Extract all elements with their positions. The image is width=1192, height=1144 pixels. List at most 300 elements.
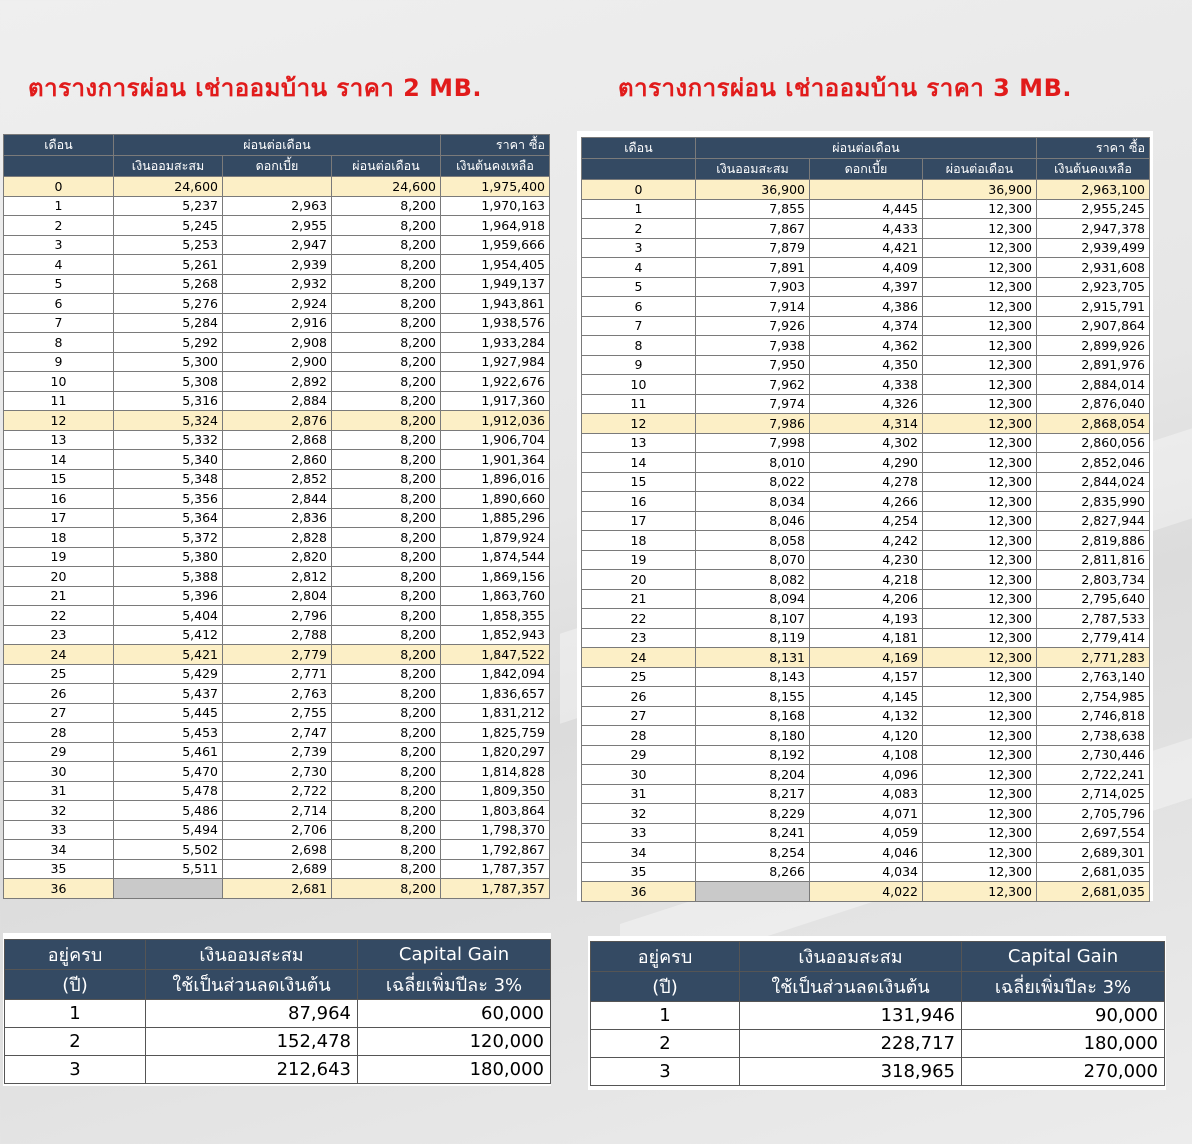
schedule-2mb-panel xyxy=(3,134,550,899)
table-row xyxy=(582,765,1150,785)
cell-remaining: 1,863,760 xyxy=(441,586,550,606)
cell-remaining: 2,754,985 xyxy=(1037,687,1150,707)
cell-interest: 4,350 xyxy=(810,355,923,375)
cell-payment: 8,200 xyxy=(332,606,441,626)
cell-interest: 4,169 xyxy=(810,648,923,668)
cell-month: 16 xyxy=(4,489,114,509)
cell-savings: 8,034 xyxy=(696,492,810,512)
cell-month: 29 xyxy=(582,745,696,765)
cell-payment: 12,300 xyxy=(923,238,1037,258)
table-row xyxy=(4,528,550,548)
cell-remaining: 2,876,040 xyxy=(1037,394,1150,414)
cell-remaining: 2,738,638 xyxy=(1037,726,1150,746)
summary-header-savings: เงินออมสะสม xyxy=(146,940,358,970)
table-row xyxy=(4,196,550,216)
cell-remaining: 1,852,943 xyxy=(441,625,550,645)
cell-payment: 12,300 xyxy=(923,609,1037,629)
cell-remaining: 1,912,036 xyxy=(441,411,550,431)
cell-savings: 5,316 xyxy=(114,391,223,411)
cell-remaining: 2,787,533 xyxy=(1037,609,1150,629)
cell-month: 12 xyxy=(582,414,696,434)
cell-payment: 12,300 xyxy=(923,511,1037,531)
cell-years: 1 xyxy=(5,1000,146,1028)
summary-2mb-body xyxy=(5,1000,551,1084)
cell-month: 6 xyxy=(582,297,696,317)
cell-month: 3 xyxy=(4,235,114,255)
cell-remaining: 1,959,666 xyxy=(441,235,550,255)
header-savings: เงินออมสะสม xyxy=(696,159,810,180)
cell-interest: 2,900 xyxy=(223,352,332,372)
cell-payment: 8,200 xyxy=(332,333,441,353)
table-row xyxy=(591,1002,1165,1030)
summary-header-gain: Capital Gain xyxy=(962,942,1165,972)
cell-month: 18 xyxy=(582,531,696,551)
table-row xyxy=(4,235,550,255)
cell-month: 30 xyxy=(582,765,696,785)
cell-payment: 8,200 xyxy=(332,528,441,548)
table-row xyxy=(4,313,550,333)
table-row xyxy=(582,375,1150,395)
cell-interest: 4,108 xyxy=(810,745,923,765)
cell-month: 12 xyxy=(4,411,114,431)
header-month: เดือน xyxy=(582,138,696,159)
summary-3mb-panel xyxy=(588,936,1166,1090)
cell-savings: 5,453 xyxy=(114,723,223,743)
cell-savings: 8,119 xyxy=(696,628,810,648)
cell-interest: 4,242 xyxy=(810,531,923,551)
cell-interest: 2,924 xyxy=(223,294,332,314)
table-row xyxy=(582,472,1150,492)
cell-month: 17 xyxy=(4,508,114,528)
cell-remaining: 2,852,046 xyxy=(1037,453,1150,473)
table-row xyxy=(582,180,1150,200)
table-row xyxy=(582,433,1150,453)
cell-remaining: 1,949,137 xyxy=(441,274,550,294)
cell-remaining: 2,884,014 xyxy=(1037,375,1150,395)
header-monthly-group: ผ่อนต่อเดือน xyxy=(696,138,1037,159)
cell-month: 32 xyxy=(582,804,696,824)
table-row xyxy=(582,550,1150,570)
table-row xyxy=(4,684,550,704)
cell-years: 2 xyxy=(591,1030,740,1058)
cell-interest: 4,034 xyxy=(810,862,923,882)
summary-header-gain-note: เฉลี่ยเพิ่มปีละ 3% xyxy=(962,972,1165,1002)
cell-month: 20 xyxy=(582,570,696,590)
cell-remaining: 2,819,886 xyxy=(1037,531,1150,551)
table-row xyxy=(5,1000,551,1028)
cell-savings-total: 228,717 xyxy=(740,1030,962,1058)
cell-payment: 12,300 xyxy=(923,219,1037,239)
cell-interest: 4,433 xyxy=(810,219,923,239)
cell-savings: 8,204 xyxy=(696,765,810,785)
cell-savings: 5,372 xyxy=(114,528,223,548)
cell-month: 19 xyxy=(4,547,114,567)
cell-payment: 12,300 xyxy=(923,745,1037,765)
cell-remaining: 2,714,025 xyxy=(1037,784,1150,804)
cell-payment: 12,300 xyxy=(923,492,1037,512)
cell-month: 36 xyxy=(582,882,696,902)
cell-savings: 5,461 xyxy=(114,742,223,762)
cell-savings: 8,217 xyxy=(696,784,810,804)
cell-month: 22 xyxy=(582,609,696,629)
table-row xyxy=(582,648,1150,668)
table-row xyxy=(582,745,1150,765)
table-row xyxy=(582,589,1150,609)
cell-remaining: 1,954,405 xyxy=(441,255,550,275)
table-row xyxy=(582,336,1150,356)
title-3mb: ตารางการผ่อน เช่าออมบ้าน ราคา 3 MB. xyxy=(618,74,1072,102)
cell-month: 13 xyxy=(4,430,114,450)
cell-month: 22 xyxy=(4,606,114,626)
cell-month: 33 xyxy=(582,823,696,843)
table-row xyxy=(4,547,550,567)
cell-remaining: 2,947,378 xyxy=(1037,219,1150,239)
cell-capital-gain: 180,000 xyxy=(358,1056,551,1084)
cell-interest: 2,947 xyxy=(223,235,332,255)
cell-payment: 8,200 xyxy=(332,723,441,743)
cell-interest: 2,771 xyxy=(223,664,332,684)
table-row xyxy=(5,1028,551,1056)
cell-savings: 8,082 xyxy=(696,570,810,590)
cell-savings: 5,494 xyxy=(114,820,223,840)
header-monthly-group: ผ่อนต่อเดือน xyxy=(114,135,441,156)
cell-savings: 7,950 xyxy=(696,355,810,375)
cell-remaining: 2,939,499 xyxy=(1037,238,1150,258)
table-row xyxy=(582,823,1150,843)
cell-month: 34 xyxy=(4,840,114,860)
cell-payment: 8,200 xyxy=(332,196,441,216)
cell-payment: 8,200 xyxy=(332,489,441,509)
cell-remaining: 1,825,759 xyxy=(441,723,550,743)
cell-remaining: 1,858,355 xyxy=(441,606,550,626)
cell-payment: 12,300 xyxy=(923,589,1037,609)
cell-savings: 8,010 xyxy=(696,453,810,473)
cell-month: 32 xyxy=(4,801,114,821)
cell-capital-gain: 120,000 xyxy=(358,1028,551,1056)
cell-month: 19 xyxy=(582,550,696,570)
cell-savings: 8,229 xyxy=(696,804,810,824)
cell-month: 7 xyxy=(582,316,696,336)
cell-interest: 2,804 xyxy=(223,586,332,606)
cell-month: 25 xyxy=(582,667,696,687)
cell-interest: 4,338 xyxy=(810,375,923,395)
cell-month: 34 xyxy=(582,843,696,863)
cell-savings: 8,022 xyxy=(696,472,810,492)
summary-3mb-body xyxy=(591,1002,1165,1086)
cell-remaining: 2,891,976 xyxy=(1037,355,1150,375)
cell-remaining: 2,915,791 xyxy=(1037,297,1150,317)
cell-interest xyxy=(223,177,332,197)
table-row xyxy=(4,255,550,275)
cell-savings: 5,404 xyxy=(114,606,223,626)
header-blank xyxy=(4,156,114,177)
cell-remaining: 2,689,301 xyxy=(1037,843,1150,863)
cell-interest: 2,836 xyxy=(223,508,332,528)
cell-payment: 8,200 xyxy=(332,274,441,294)
cell-savings-total: 152,478 xyxy=(146,1028,358,1056)
schedule-3mb-body xyxy=(582,180,1150,902)
table-row xyxy=(4,742,550,762)
cell-payment: 12,300 xyxy=(923,862,1037,882)
cell-month: 33 xyxy=(4,820,114,840)
cell-capital-gain: 60,000 xyxy=(358,1000,551,1028)
cell-remaining: 1,792,867 xyxy=(441,840,550,860)
cell-interest: 2,908 xyxy=(223,333,332,353)
cell-remaining: 1,964,918 xyxy=(441,216,550,236)
table-row xyxy=(582,453,1150,473)
cell-savings: 5,445 xyxy=(114,703,223,723)
cell-month: 24 xyxy=(4,645,114,665)
cell-remaining: 1,933,284 xyxy=(441,333,550,353)
cell-savings: 7,903 xyxy=(696,277,810,297)
table-row xyxy=(582,726,1150,746)
cell-payment: 12,300 xyxy=(923,394,1037,414)
cell-interest: 4,083 xyxy=(810,784,923,804)
cell-month: 8 xyxy=(4,333,114,353)
table-row xyxy=(4,216,550,236)
header-remaining: เงินต้นคงเหลือ xyxy=(1037,159,1150,180)
cell-payment: 8,200 xyxy=(332,762,441,782)
summary-header-savings: เงินออมสะสม xyxy=(740,942,962,972)
cell-interest: 2,779 xyxy=(223,645,332,665)
cell-savings: 5,340 xyxy=(114,450,223,470)
table-row xyxy=(4,411,550,431)
table-row xyxy=(4,703,550,723)
cell-payment: 24,600 xyxy=(332,177,441,197)
cell-payment: 12,300 xyxy=(923,823,1037,843)
cell-interest: 4,278 xyxy=(810,472,923,492)
cell-remaining: 1,809,350 xyxy=(441,781,550,801)
cell-savings: 5,332 xyxy=(114,430,223,450)
cell-years: 1 xyxy=(591,1002,740,1030)
cell-payment: 8,200 xyxy=(332,372,441,392)
cell-payment: 12,300 xyxy=(923,258,1037,278)
cell-savings: 5,245 xyxy=(114,216,223,236)
cell-remaining: 2,779,414 xyxy=(1037,628,1150,648)
table-row xyxy=(4,372,550,392)
cell-interest: 4,145 xyxy=(810,687,923,707)
cell-savings: 8,180 xyxy=(696,726,810,746)
cell-remaining: 2,730,446 xyxy=(1037,745,1150,765)
cell-remaining: 2,835,990 xyxy=(1037,492,1150,512)
cell-month: 0 xyxy=(582,180,696,200)
cell-remaining: 1,896,016 xyxy=(441,469,550,489)
cell-interest: 2,812 xyxy=(223,567,332,587)
table-row xyxy=(4,294,550,314)
summary-2mb-panel xyxy=(3,933,551,1086)
cell-interest: 4,266 xyxy=(810,492,923,512)
cell-payment: 8,200 xyxy=(332,216,441,236)
cell-remaining: 1,938,576 xyxy=(441,313,550,333)
summary-header-years-unit: (ปี) xyxy=(591,972,740,1002)
cell-month: 16 xyxy=(582,492,696,512)
table-row xyxy=(582,667,1150,687)
cell-interest: 4,409 xyxy=(810,258,923,278)
cell-remaining: 2,722,241 xyxy=(1037,765,1150,785)
cell-remaining: 2,681,035 xyxy=(1037,882,1150,902)
table-row xyxy=(4,177,550,197)
cell-savings: 5,470 xyxy=(114,762,223,782)
cell-savings: 5,276 xyxy=(114,294,223,314)
cell-interest: 2,844 xyxy=(223,489,332,509)
cell-payment: 12,300 xyxy=(923,687,1037,707)
cell-month: 1 xyxy=(582,199,696,219)
cell-remaining: 2,681,035 xyxy=(1037,862,1150,882)
cell-payment: 12,300 xyxy=(923,375,1037,395)
cell-remaining: 2,844,024 xyxy=(1037,472,1150,492)
cell-savings: 5,429 xyxy=(114,664,223,684)
table-row xyxy=(4,645,550,665)
cell-savings: 8,143 xyxy=(696,667,810,687)
cell-interest: 2,747 xyxy=(223,723,332,743)
cell-month: 14 xyxy=(4,450,114,470)
cell-payment: 12,300 xyxy=(923,336,1037,356)
table-row xyxy=(582,609,1150,629)
cell-interest: 2,876 xyxy=(223,411,332,431)
cell-month: 14 xyxy=(582,453,696,473)
cell-savings: 7,962 xyxy=(696,375,810,395)
cell-remaining: 1,847,522 xyxy=(441,645,550,665)
cell-payment: 12,300 xyxy=(923,804,1037,824)
cell-month: 27 xyxy=(4,703,114,723)
table-row xyxy=(582,277,1150,297)
cell-month: 35 xyxy=(4,859,114,879)
cell-savings: 7,974 xyxy=(696,394,810,414)
cell-remaining: 2,827,944 xyxy=(1037,511,1150,531)
cell-payment: 12,300 xyxy=(923,297,1037,317)
cell-payment: 12,300 xyxy=(923,570,1037,590)
cell-month: 25 xyxy=(4,664,114,684)
cell-payment: 8,200 xyxy=(332,547,441,567)
table-row xyxy=(5,1056,551,1084)
cell-interest: 2,932 xyxy=(223,274,332,294)
cell-savings: 5,364 xyxy=(114,508,223,528)
table-row xyxy=(4,879,550,899)
cell-interest: 2,796 xyxy=(223,606,332,626)
table-row xyxy=(582,628,1150,648)
cell-interest: 4,071 xyxy=(810,804,923,824)
cell-payment: 8,200 xyxy=(332,684,441,704)
cell-payment: 12,300 xyxy=(923,433,1037,453)
cell-savings: 7,986 xyxy=(696,414,810,434)
table-row xyxy=(582,784,1150,804)
summary-header-years: อยู่ครบ xyxy=(591,942,740,972)
cell-savings-total: 87,964 xyxy=(146,1000,358,1028)
cell-capital-gain: 90,000 xyxy=(962,1002,1165,1030)
cell-payment: 8,200 xyxy=(332,645,441,665)
cell-remaining: 1,917,360 xyxy=(441,391,550,411)
cell-savings: 5,292 xyxy=(114,333,223,353)
cell-interest: 4,302 xyxy=(810,433,923,453)
table-row xyxy=(4,781,550,801)
cell-payment: 12,300 xyxy=(923,414,1037,434)
summary-header-gain: Capital Gain xyxy=(358,940,551,970)
schedule-2mb-table xyxy=(3,134,550,899)
cell-remaining: 2,803,734 xyxy=(1037,570,1150,590)
table-row xyxy=(582,882,1150,902)
cell-month: 4 xyxy=(4,255,114,275)
header-payment: ผ่อนต่อเดือน xyxy=(923,159,1037,180)
cell-savings-total: 212,643 xyxy=(146,1056,358,1084)
table-row xyxy=(582,297,1150,317)
cell-interest: 2,722 xyxy=(223,781,332,801)
cell-years: 3 xyxy=(5,1056,146,1084)
cell-interest: 2,868 xyxy=(223,430,332,450)
cell-savings: 7,879 xyxy=(696,238,810,258)
cell-remaining: 1,836,657 xyxy=(441,684,550,704)
cell-interest: 4,132 xyxy=(810,706,923,726)
schedule-3mb-panel xyxy=(577,131,1153,901)
cell-month: 29 xyxy=(4,742,114,762)
cell-interest: 4,096 xyxy=(810,765,923,785)
cell-remaining: 1,869,156 xyxy=(441,567,550,587)
cell-savings: 5,380 xyxy=(114,547,223,567)
cell-month: 18 xyxy=(4,528,114,548)
table-row xyxy=(4,762,550,782)
cell-remaining: 1,814,828 xyxy=(441,762,550,782)
table-row xyxy=(4,801,550,821)
table-row xyxy=(582,414,1150,434)
cell-savings: 5,412 xyxy=(114,625,223,645)
table-row xyxy=(4,489,550,509)
cell-interest: 2,681 xyxy=(223,879,332,899)
cell-payment: 12,300 xyxy=(923,648,1037,668)
cell-savings: 36,900 xyxy=(696,180,810,200)
cell-interest: 2,706 xyxy=(223,820,332,840)
cell-interest: 4,046 xyxy=(810,843,923,863)
cell-interest xyxy=(810,180,923,200)
cell-month: 31 xyxy=(582,784,696,804)
table-row xyxy=(582,492,1150,512)
cell-savings: 7,926 xyxy=(696,316,810,336)
cell-savings-total: 131,946 xyxy=(740,1002,962,1030)
cell-savings: 8,131 xyxy=(696,648,810,668)
table-row xyxy=(4,567,550,587)
cell-remaining: 1,874,544 xyxy=(441,547,550,567)
cell-remaining: 1,879,924 xyxy=(441,528,550,548)
summary-header-years: อยู่ครบ xyxy=(5,940,146,970)
cell-interest: 4,218 xyxy=(810,570,923,590)
cell-payment: 8,200 xyxy=(332,313,441,333)
summary-header-savings-note: ใช้เป็นส่วนลดเงินต้น xyxy=(740,972,962,1002)
cell-interest: 2,730 xyxy=(223,762,332,782)
cell-remaining: 1,970,163 xyxy=(441,196,550,216)
table-row xyxy=(4,625,550,645)
table-row xyxy=(582,843,1150,863)
cell-savings: 8,241 xyxy=(696,823,810,843)
cell-interest: 4,421 xyxy=(810,238,923,258)
cell-payment: 12,300 xyxy=(923,843,1037,863)
cell-remaining: 2,923,705 xyxy=(1037,277,1150,297)
cell-remaining: 2,868,054 xyxy=(1037,414,1150,434)
title-2mb: ตารางการผ่อน เช่าออมบ้าน ราคา 2 MB. xyxy=(28,74,482,102)
cell-remaining: 1,787,357 xyxy=(441,879,550,899)
cell-savings: 5,502 xyxy=(114,840,223,860)
cell-savings: 8,094 xyxy=(696,589,810,609)
cell-capital-gain: 180,000 xyxy=(962,1030,1165,1058)
table-row xyxy=(4,508,550,528)
table-row xyxy=(4,333,550,353)
cell-interest: 4,230 xyxy=(810,550,923,570)
table-row xyxy=(4,430,550,450)
cell-payment: 12,300 xyxy=(923,199,1037,219)
cell-remaining: 1,890,660 xyxy=(441,489,550,509)
cell-month: 27 xyxy=(582,706,696,726)
table-row xyxy=(582,238,1150,258)
cell-payment: 12,300 xyxy=(923,453,1037,473)
cell-interest: 2,828 xyxy=(223,528,332,548)
cell-payment: 8,200 xyxy=(332,235,441,255)
